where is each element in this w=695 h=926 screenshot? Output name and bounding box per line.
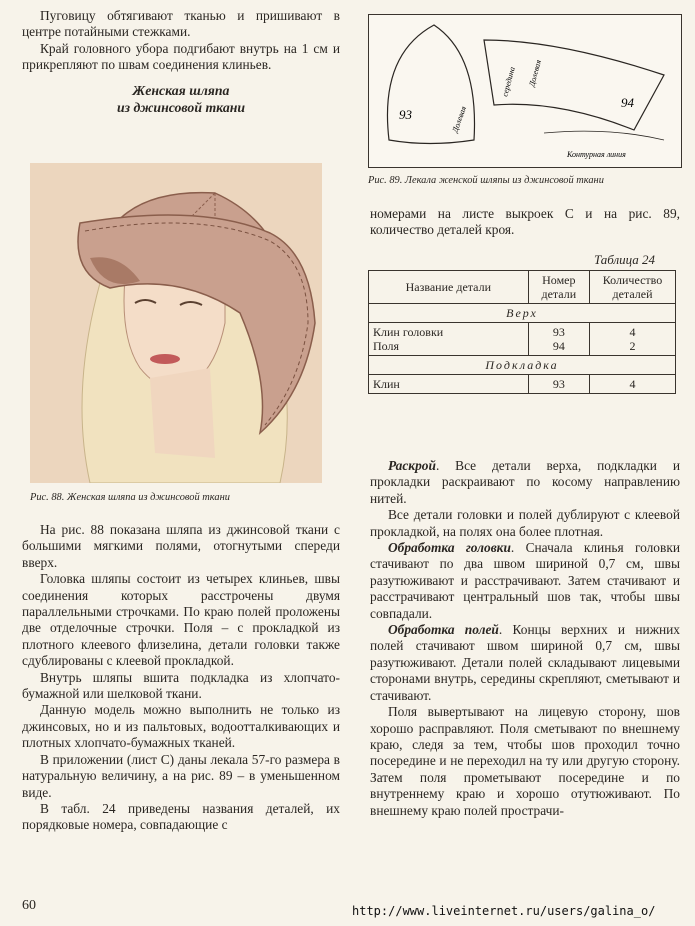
lips bbox=[150, 354, 180, 364]
paragraph: номерами на листе выкроек С и на рис. 89, количество деталей кроя. bbox=[370, 206, 680, 238]
table-row bbox=[369, 375, 676, 394]
table-row bbox=[369, 323, 676, 356]
parts-table bbox=[368, 270, 676, 394]
paragraph: Поля вывертывают на лицевую сторону, шов хорошо расправляют. Поля сметывают по внешнему краю, следя за тем, чтобы шов проходил точно посередине и не переходил на ту или другую сторону. Затем поля прометывают посередине и по внутреннему краю и хорошо отутюживают. По внешнему краю полей прострачи- bbox=[370, 704, 680, 818]
table-section-title: Верх bbox=[369, 304, 676, 323]
table-header: Название детали bbox=[369, 271, 529, 304]
table-header-row bbox=[369, 271, 676, 304]
pattern-drawing bbox=[369, 15, 681, 167]
right-column-body bbox=[370, 458, 680, 819]
piece-number: 94 bbox=[621, 95, 634, 110]
table-cell bbox=[369, 323, 529, 356]
table-cell bbox=[590, 323, 676, 356]
run-in-title: Обработка полей bbox=[388, 622, 499, 638]
run-in-title: Обработка головки bbox=[388, 540, 511, 556]
hat-illustration bbox=[30, 163, 322, 483]
table-section-row bbox=[369, 304, 676, 323]
paragraph: Все детали головки и полей дублируют с клеевой прокладкой, на полях она более плотная. bbox=[370, 507, 680, 539]
run-in-title: Раскрой bbox=[388, 458, 436, 473]
paragraph bbox=[370, 622, 680, 704]
neck bbox=[150, 368, 215, 458]
part-count: 4 bbox=[629, 325, 636, 339]
contour-label: Контурная линия bbox=[567, 150, 626, 159]
paragraph-text: . Концы верхних и нижних полей стачивают швом шириной 0,7 см, швы разутюживают. Детали полей складывают лицевыми сторонами внутрь, середины скрепляют, сметывают и стачивают. bbox=[370, 622, 680, 703]
part-count: 2 bbox=[629, 339, 636, 353]
paragraph bbox=[370, 540, 680, 622]
grain-label: Долевая bbox=[450, 104, 469, 134]
left-column-top bbox=[22, 8, 340, 116]
paragraph: В приложении (лист С) даны лекала 57-го размера в натуральную величину, а на рис. 89 – в уменьшенном виде. bbox=[22, 751, 340, 800]
paragraph: Край головного убора подгибают внутрь на 1 см и прикрепляют по швам соединения клиньев. bbox=[22, 40, 340, 73]
paragraph-text: . Все детали верха, подкладки и прокладки раскраивают по косому направлению нитей. bbox=[370, 458, 680, 506]
center-label: середина bbox=[500, 65, 517, 98]
paragraph: Данную модель можно выполнить не только из джинсовых, но и из пальтовых, водоотталкивающих и плотных хлопчато-бумажных тканей. bbox=[22, 702, 340, 751]
table-section-row bbox=[369, 356, 676, 375]
part-number: 93 bbox=[528, 375, 589, 394]
paragraph: Внутрь шляпы вшита подкладка из хлопчато-бумажной или шелковой ткани. bbox=[22, 669, 340, 702]
left-column-body bbox=[22, 522, 340, 834]
pattern-figure bbox=[368, 14, 682, 168]
figure-caption: Рис. 88. Женская шляпа из джинсовой ткани bbox=[30, 492, 230, 503]
heading-line: из джинсовой ткани bbox=[116, 99, 246, 115]
section-heading bbox=[22, 82, 340, 116]
table-header: Количество деталей bbox=[590, 271, 676, 304]
paragraph bbox=[370, 458, 680, 507]
right-column-intro bbox=[370, 206, 680, 239]
paragraph-text: . Сначала клинья головки стачивают по два швом шириной 0,7 см, швы разутюживают и расстрачивают. Затем стачивают и расстрачивают центральный шов так, чтобы швы совпадали. bbox=[370, 540, 680, 621]
part-count: 4 bbox=[590, 375, 676, 394]
heading-line: Женская шляпа bbox=[132, 82, 230, 98]
grain-label: Долевая bbox=[527, 58, 543, 88]
table-cell bbox=[528, 323, 589, 356]
paragraph: Пуговицу обтягивают тканью и пришивают в центре потайными стежками. bbox=[22, 8, 340, 40]
paragraph: В табл. 24 приведены названия деталей, их порядковые номера, совпадающие с bbox=[22, 800, 340, 833]
contour-line bbox=[544, 131, 664, 140]
part-number: 94 bbox=[552, 339, 565, 353]
table-section-title: Подкладка bbox=[369, 356, 676, 375]
part-name: Поля bbox=[373, 339, 400, 353]
hat-drawing bbox=[30, 163, 322, 483]
source-url: http://www.liveinternet.ru/users/galina_o/ bbox=[352, 904, 656, 918]
figure-caption: Рис. 89. Лекала женской шляпы из джинсовой ткани bbox=[368, 175, 604, 186]
paragraph: На рис. 88 показана шляпа из джинсовой ткани с большими мягкими полями, отогнутыми спереди вверх. bbox=[22, 522, 340, 570]
part-name: Клин головки bbox=[373, 325, 444, 339]
part-number: 93 bbox=[552, 325, 565, 339]
table-label: Таблица 24 bbox=[594, 252, 656, 267]
page-number: 60 bbox=[22, 898, 36, 913]
paragraph: Головка шляпы состоит из четырех клиньев, швы соединения которых расстрочены двумя параллельными строчками. По краю полей проложены две отделочные строчки. Поля – с прокладкой из плотного клеевого флизелина, детали головки также сдублированы с клеевой прокладкой. bbox=[22, 571, 340, 669]
piece-number: 93 bbox=[399, 107, 412, 122]
table-header: Номер детали bbox=[528, 271, 589, 304]
part-name: Клин bbox=[369, 375, 529, 394]
